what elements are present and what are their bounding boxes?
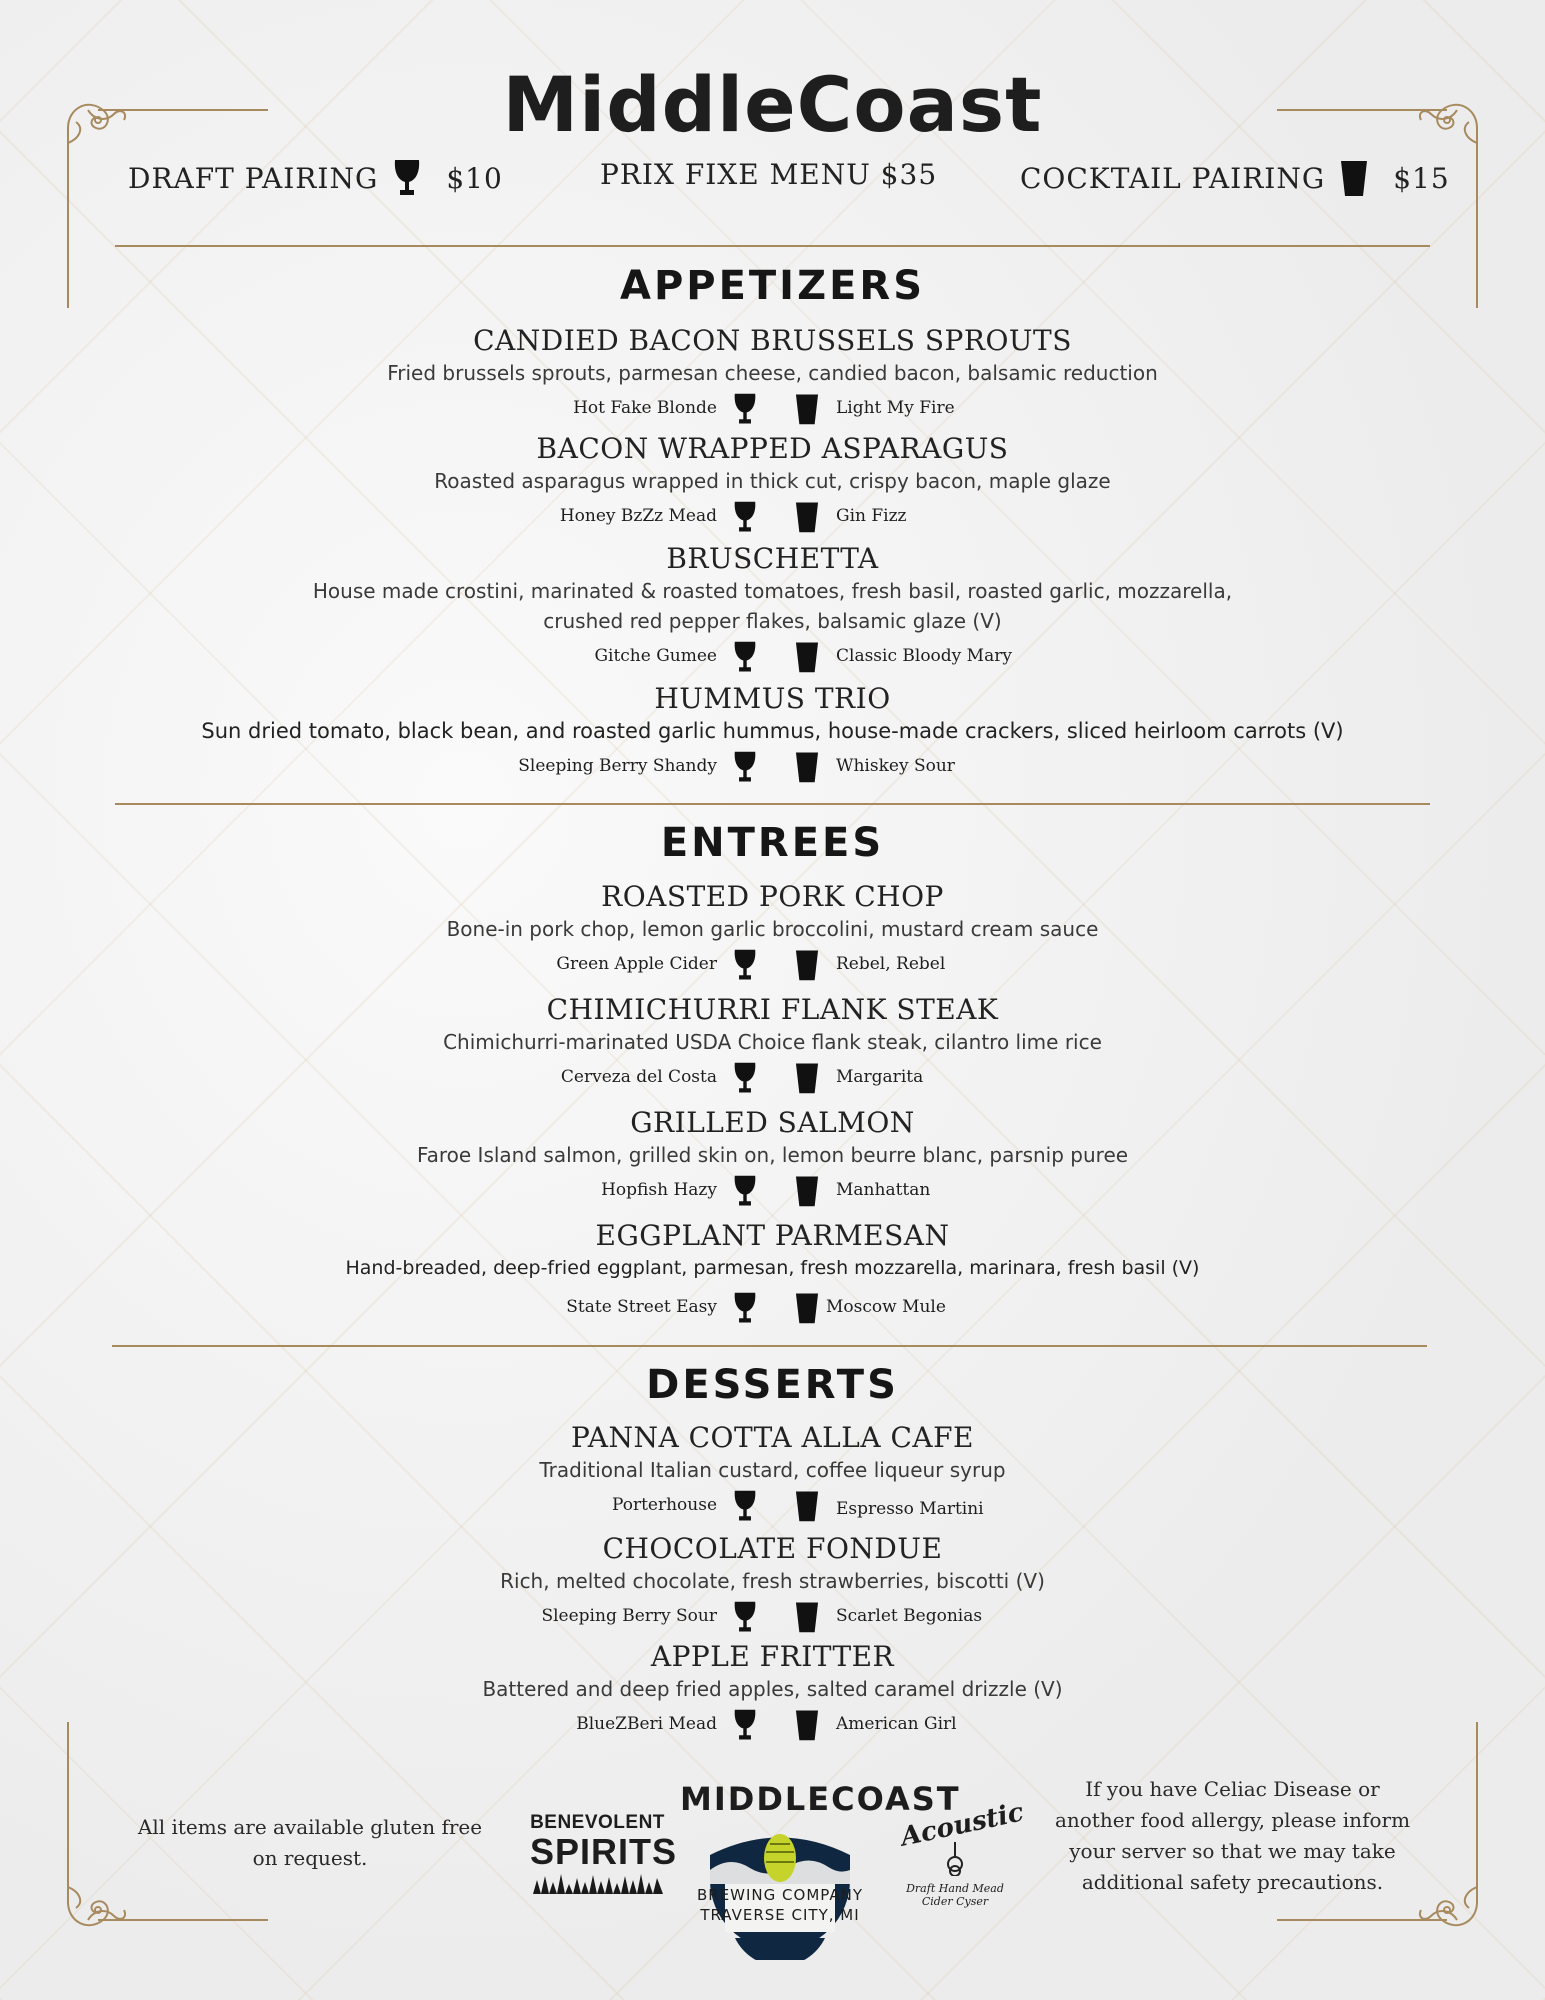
pairing-row	[0, 748, 1545, 784]
draft-pairing-price	[128, 158, 503, 198]
dish-name: GRILLED SALMON	[630, 1106, 915, 1139]
divider	[112, 1345, 1427, 1347]
beer-glass-icon	[730, 750, 760, 784]
menu-item	[0, 1532, 1545, 1634]
menu-item	[0, 993, 1545, 1095]
pairing-row	[0, 638, 1545, 674]
beer-glass-icon	[730, 1291, 760, 1325]
beer-glass-icon	[730, 392, 760, 426]
cocktail-pairing: Manhattan	[836, 1180, 931, 1200]
beer-glass-icon	[392, 158, 422, 198]
cocktail-glass-icon	[792, 750, 822, 784]
dish-description: Chimichurri-marinated USDA Choice flank steak, cilantro lime rice	[443, 1030, 1102, 1054]
beer-pairing: Hopfish Hazy	[601, 1180, 717, 1200]
dish-name: EGGPLANT PARMESAN	[595, 1219, 950, 1252]
dish-description: crushed red pepper flakes, balsamic glaze (V)	[543, 609, 1002, 633]
beer-pairing: State Street Easy	[566, 1297, 717, 1317]
cocktail-glass-icon	[792, 1489, 822, 1523]
dish-name: CHIMICHURRI FLANK STEAK	[546, 993, 999, 1026]
cocktail-glass-icon	[792, 1291, 822, 1325]
allergy-note-line: your server so that we may take	[1069, 1839, 1396, 1863]
pairing-row	[0, 1289, 1545, 1325]
dish-description: Sun dried tomato, black bean, and roasted garlic hummus, house-made crackers, sliced heirloom carrots (V)	[201, 719, 1344, 743]
cocktail-glass-icon	[792, 1061, 822, 1095]
dish-name: BACON WRAPPED ASPARAGUS	[536, 432, 1009, 465]
menu-item	[0, 324, 1545, 426]
logo-subtitle	[680, 1885, 880, 1925]
allergy-note-line: another food allergy, please inform	[1054, 1808, 1411, 1832]
pairing-row	[0, 1598, 1545, 1634]
allergy-note-line: additional safety precautions.	[1081, 1870, 1384, 1894]
divider	[115, 803, 1430, 805]
dish-description: House made crostini, marinated & roasted tomatoes, fresh basil, roasted garlic, mozzarella,	[312, 579, 1233, 603]
beer-pairing: Cerveza del Costa	[560, 1067, 717, 1087]
beer-pairing: Gitche Gumee	[594, 646, 717, 666]
tree-line-icon	[533, 1870, 663, 1894]
menu-item	[0, 682, 1545, 784]
pairing-row	[0, 390, 1545, 426]
cocktail-pairing: Margarita	[836, 1067, 924, 1087]
cocktail-glass-icon	[792, 1174, 822, 1208]
beer-pairing: Honey BzZz Mead	[559, 506, 717, 526]
beer-glass-icon	[730, 948, 760, 982]
menu-item	[0, 1106, 1545, 1208]
dish-description: Roasted asparagus wrapped in thick cut, crispy bacon, maple glaze	[434, 469, 1111, 493]
allergy-note	[1050, 1774, 1415, 1898]
cocktail-pairing-price	[1020, 158, 1450, 198]
dish-description: Fried brussels sprouts, parmesan cheese, candied bacon, balsamic reduction	[387, 361, 1158, 385]
cocktail-glass-icon	[792, 640, 822, 674]
draft-pairing-amount: $10	[446, 161, 503, 195]
allergy-note-line: If you have Celiac Disease or	[1085, 1777, 1380, 1801]
beer-pairing: Green Apple Cider	[556, 954, 717, 974]
benevolent-logo-text: BENEVOLENT	[530, 1812, 665, 1833]
menu-item	[0, 432, 1545, 534]
beer-pairing: Hot Fake Blonde	[573, 398, 717, 418]
pairing-row	[0, 1706, 1545, 1742]
page-title: MiddleCoast	[502, 60, 1043, 149]
gluten-free-note	[135, 1812, 485, 1874]
benevolent-logo-text: SPIRITS	[530, 1831, 678, 1872]
beer-glass-icon	[730, 1489, 760, 1523]
logo-text: MIDDLECOAST	[680, 1780, 961, 1818]
draft-pairing-label: DRAFT PAIRING	[128, 161, 379, 195]
section-title-appetizers: APPETIZERS	[619, 263, 926, 309]
dish-name: HUMMUS TRIO	[654, 682, 891, 715]
cocktail-pairing: Scarlet Begonias	[836, 1606, 983, 1626]
cocktail-glass-icon	[792, 392, 822, 426]
cocktail-pairing: Espresso Martini	[836, 1499, 984, 1519]
cocktail-pairing: Classic Bloody Mary	[836, 646, 1012, 666]
menu-item	[0, 1421, 1545, 1523]
pairing-row	[0, 1059, 1545, 1095]
dish-description: Hand-breaded, deep-fried eggplant, parmesan, fresh mozzarella, marinara, fresh basil (V)	[345, 1257, 1200, 1279]
beer-glass-icon	[730, 1600, 760, 1634]
dish-name: CHOCOLATE FONDUE	[602, 1532, 943, 1565]
pairing-row	[0, 1487, 1545, 1523]
cocktail-pairing: Whiskey Sour	[836, 756, 955, 776]
dish-description: Faroe Island salmon, grilled skin on, lemon beurre blanc, parsnip puree	[416, 1143, 1129, 1167]
cocktail-glass-icon	[792, 1708, 822, 1742]
cocktail-glass-icon	[1339, 158, 1369, 198]
beer-pairing: Porterhouse	[611, 1495, 717, 1515]
beer-glass-icon	[730, 640, 760, 674]
divider	[115, 245, 1430, 247]
cocktail-pairing: Moscow Mule	[826, 1297, 946, 1317]
cocktail-glass-icon	[792, 948, 822, 982]
cocktail-pairing: American Girl	[836, 1714, 957, 1734]
menu-item	[0, 1219, 1545, 1325]
guitar-icon	[945, 1842, 965, 1876]
dish-name: PANNA COTTA ALLA CAFE	[571, 1421, 974, 1454]
logo-subtitle-line: BREWING COMPANY	[696, 1886, 863, 1904]
pairing-row	[0, 498, 1545, 534]
cocktail-pairing: Gin Fizz	[836, 506, 907, 526]
dish-description: Battered and deep fried apples, salted caramel drizzle (V)	[482, 1677, 1063, 1701]
cocktail-pairing: Rebel, Rebel	[836, 954, 946, 974]
beer-glass-icon	[730, 500, 760, 534]
gluten-note-line: on request.	[252, 1846, 368, 1870]
dish-description: Traditional Italian custard, coffee liqueur syrup	[539, 1458, 1006, 1482]
pairing-row	[0, 1172, 1545, 1208]
acoustic-logo-tagline: Draft Hand Mead Cider Cyser	[906, 1882, 1004, 1908]
logo-subtitle-line: TRAVERSE CITY, MI	[700, 1906, 860, 1924]
dish-name: ROASTED PORK CHOP	[601, 880, 944, 913]
beer-glass-icon	[730, 1174, 760, 1208]
acoustic-logo	[898, 1797, 1027, 1910]
menu-item	[0, 880, 1545, 982]
dish-name: BRUSCHETTA	[666, 542, 879, 575]
prix-fixe-price: PRIX FIXE MENU $35	[600, 158, 938, 191]
dish-description: Rich, melted chocolate, fresh strawberries, biscotti (V)	[500, 1569, 1045, 1593]
menu-item	[0, 1640, 1545, 1742]
benevolent-spirits-logo	[530, 1812, 678, 1908]
cocktail-glass-icon	[792, 500, 822, 534]
cocktail-pairing: Light My Fire	[836, 398, 955, 418]
cocktail-glass-icon	[792, 1600, 822, 1634]
cocktail-pairing-amount: $15	[1393, 161, 1450, 195]
menu-item	[0, 542, 1545, 674]
beer-pairing: Sleeping Berry Shandy	[518, 756, 717, 776]
beer-pairing: Sleeping Berry Sour	[541, 1606, 717, 1626]
dish-name: APPLE FRITTER	[650, 1640, 895, 1673]
pairing-row	[0, 946, 1545, 982]
beer-pairing: BlueZBeri Mead	[576, 1714, 717, 1734]
dish-description: Bone-in pork chop, lemon garlic broccolini, mustard cream sauce	[446, 917, 1099, 941]
acoustic-logo-text: Acoustic	[898, 1797, 1027, 1853]
section-title-entrees: ENTREES	[660, 820, 885, 866]
gluten-note-line: All items are available gluten free	[137, 1815, 483, 1839]
beer-glass-icon	[730, 1708, 760, 1742]
beer-glass-icon	[730, 1061, 760, 1095]
section-title-desserts: DESSERTS	[646, 1362, 899, 1408]
dish-name: CANDIED BACON BRUSSELS SPROUTS	[473, 324, 1072, 357]
cocktail-pairing-label: COCKTAIL PAIRING	[1020, 161, 1326, 195]
